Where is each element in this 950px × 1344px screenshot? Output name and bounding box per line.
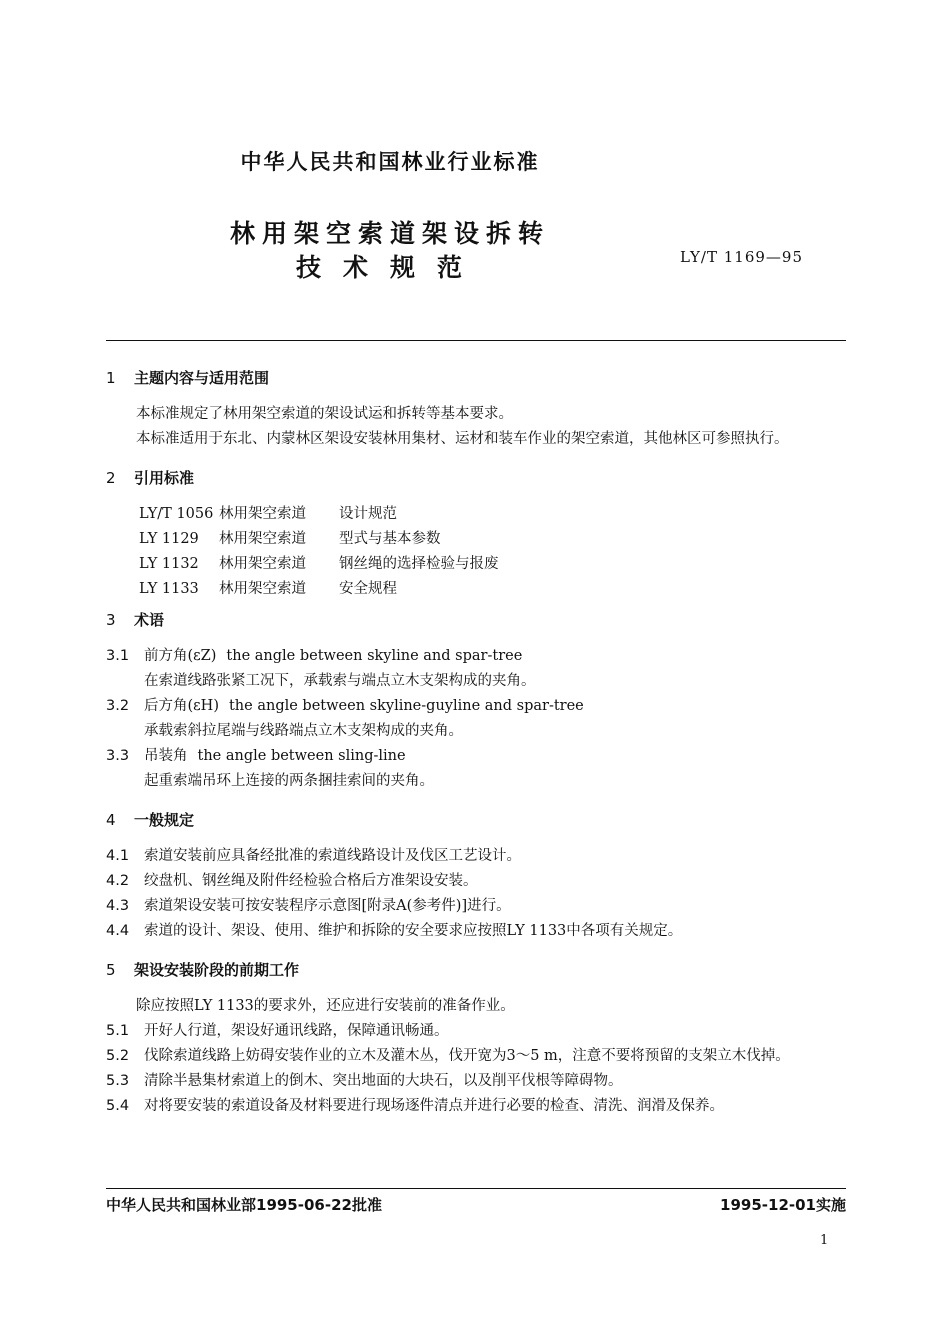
clause-item: 5.4 对将要安装的索道设备及材料要进行现场逐件清点并进行必要的检查、清洗、润滑及保养。 <box>106 1098 724 1114</box>
term-entry: 3.2 后方角(εH) the angle between skyline-guyline and spar-tree <box>106 698 584 714</box>
paragraph: 本标准适用于东北、内蒙林区架设安装林用集材、运材和装车作业的架空索道，其他林区可参照执行。 <box>136 431 789 447</box>
header-divider <box>106 340 846 341</box>
term-definition: 起重索端吊环上连接的两条捆挂索间的夹角。 <box>144 773 434 789</box>
reference-item: LY 1129 林用架空索道 型式与基本参数 <box>139 531 441 547</box>
reference-item: LY 1132 林用架空索道 钢丝绳的选择检验与报废 <box>139 556 499 572</box>
term-definition: 承载索斜拉尾端与线路端点立木支架构成的夹角。 <box>144 723 463 739</box>
clause-item: 4.4 索道的设计、架设、使用、维护和拆除的安全要求应按照LY 1133中各项有关规定。 <box>106 923 683 939</box>
term-entry: 3.3 吊装角 the angle between sling-line <box>106 748 406 764</box>
clause-item: 5.1 开好人行道，架设好通讯线路，保障通讯畅通。 <box>106 1023 449 1039</box>
reference-list <box>139 502 846 602</box>
clause-item: 4.2 绞盘机、钢丝绳及附件经检验合格后方准架设安装。 <box>106 873 478 889</box>
section-number: 3 <box>106 611 116 629</box>
section-heading <box>106 808 846 832</box>
paragraph: 除应按照LY 1133的要求外，还应进行安装前的准备作业。 <box>136 998 515 1014</box>
section-title: 术语 <box>134 611 165 629</box>
clause-item: 5.3 清除半悬集材索道上的倒木、突出地面的大块石，以及削平伐根等障碍物。 <box>106 1073 623 1089</box>
section-heading <box>106 466 846 490</box>
section-number: 4 <box>106 811 116 829</box>
section-title: 架设安装阶段的前期工作 <box>134 961 300 979</box>
document-title-line1: 林用架空索道架设拆转 <box>229 219 550 248</box>
reference-item: LY/T 1056 林用架空索道 设计规范 <box>139 506 397 522</box>
section-title: 一般规定 <box>134 811 195 829</box>
section-title: 引用标准 <box>134 469 195 487</box>
section-heading <box>106 366 846 390</box>
document-body <box>106 366 846 1119</box>
paragraph: 本标准规定了林用架空索道的架设试运和拆转等基本要求。 <box>136 406 513 422</box>
section-heading <box>106 608 846 632</box>
page-number: 1 <box>820 1233 829 1248</box>
section-number: 1 <box>106 369 116 387</box>
reference-item: LY 1133 林用架空索道 安全规程 <box>139 581 397 597</box>
term-entry: 3.1 前方角(εZ) the angle between skyline and spar-tree <box>106 648 523 664</box>
section-title: 主题内容与适用范围 <box>134 369 270 387</box>
footer-divider <box>106 1188 846 1189</box>
section-number: 5 <box>106 961 116 979</box>
effective-date: 1995-12-01实施 <box>720 1196 846 1214</box>
document-title-line2: 技术规范 <box>295 253 484 282</box>
standard-type-heading: 中华人民共和国林业行业标准 <box>240 150 540 174</box>
clause-item: 5.2 伐除索道线路上妨碍安装作业的立木及灌木丛，伐开宽为3～5 m，注意不要将预留的支架立木伐掉。 <box>106 1048 790 1064</box>
standard-code: LY/T 1169—95 <box>680 248 803 266</box>
term-definition: 在索道线路张紧工况下，承载索与端点立木支架构成的夹角。 <box>144 673 536 689</box>
approval-line: 中华人民共和国林业部1995-06-22批准 <box>106 1196 382 1214</box>
clause-item: 4.1 索道安装前应具备经批准的索道线路设计及伐区工艺设计。 <box>106 848 521 864</box>
section-heading <box>106 958 846 982</box>
section-number: 2 <box>106 469 116 487</box>
clause-item: 4.3 索道架设安装可按安装程序示意图[附录A(参考件)]进行。 <box>106 898 511 914</box>
